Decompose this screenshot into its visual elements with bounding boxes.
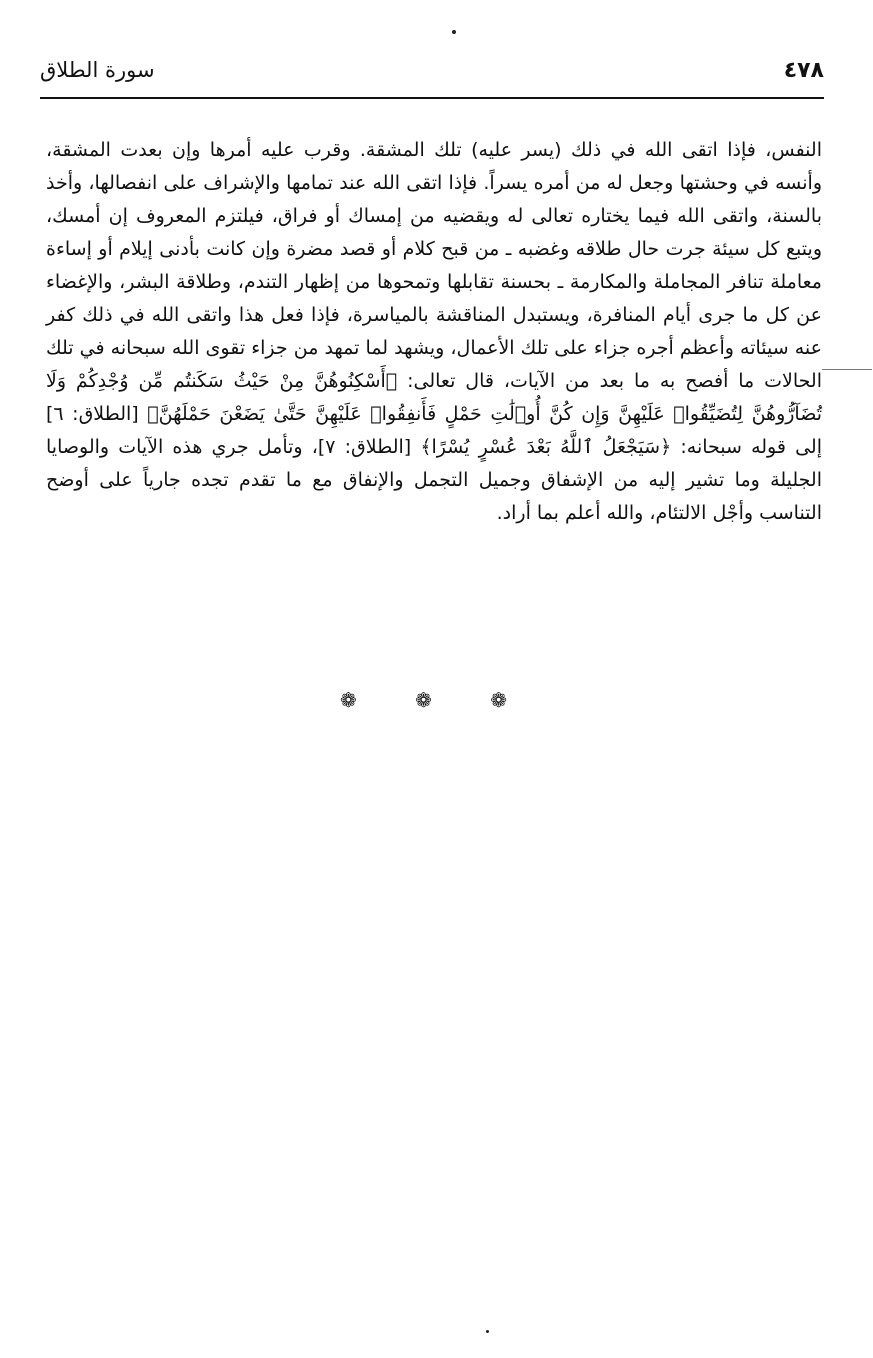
main-text xyxy=(46,134,822,530)
margin-mark xyxy=(822,369,872,370)
page-header xyxy=(40,52,824,92)
page-number: ٤٧٨ xyxy=(783,58,824,83)
scan-speck xyxy=(486,1330,489,1333)
running-title: سورة الطلاق xyxy=(40,58,155,82)
section-separator: ❁ ❁ ❁ xyxy=(340,688,533,712)
scan-speck xyxy=(452,30,456,34)
header-rule xyxy=(40,97,824,99)
text-paragraph: النفس، فإذا اتقى الله في ذلك (يسر عليه) تلك المشقة. وقرب عليه أمرها وإن بعدت المشقة، وأنسه في وحشتها وجعل له من أمره يسراً. فإذا اتقى الله عند تمامها والإشراف على انفصالها، وأخذ بالسنة، واتقى الله فيما يختاره تعالى له ويقضيه من إمساك أو فراق، فيلتزم المعروف إن أمسك، ويتبع كل سيئة جرت حال طلاقه وغضبه ـ من قبح كلام أو قصد مضرة وإن كانت بأدنى إيلام أو إساءة معاملة تنافر المجاملة والمكارمة ـ بحسنة تقابلها وتمحوها من إظهار التندم، وطلاقة البشر، والإغضاء عن كل ما جرى أيام المنافرة، ويستبدل المناقشة بالمياسرة، فإذا فعل هذا واتقى الله في ذلك كفر عنه سيئاته وأعظم أجره جزاء على تلك الأعمال، ويشهد لما تمهد من جزاء تقوى الله سبحانه في تلك الحالات ما أفصح به ما بعد من الآيات، قال تعالى: ﴿أَسْكِنُوهُنَّ مِنْ حَيْثُ سَكَنتُم مِّن وُجْدِكُمْ وَلَا تُضَآرُّوهُنَّ لِتُضَيِّقُوا۟ عَلَيْهِنَّ وَإِن كُنَّ أُو۟لَٰتِ حَمْلٍ فَأَنفِقُوا۟ عَلَيْهِنَّ حَتَّىٰ يَضَعْنَ حَمْلَهُنَّ﴾ [الطلاق: ٦] إلى قوله سبحانه: ﴿سَيَجْعَلُ ٱللَّهُ بَعْدَ عُسْرٍ يُسْرًا﴾ [الطلاق: ٧]، وتأمل جري هذه الآيات والوصايا الجليلة وما تشير إليه من الإشفاق وجميل التجمل والإنفاق مع ما تقدم تجده جارياً على أوضح التناسب وأجْل الالتئام، والله أعلم بما أراد. xyxy=(46,139,822,524)
